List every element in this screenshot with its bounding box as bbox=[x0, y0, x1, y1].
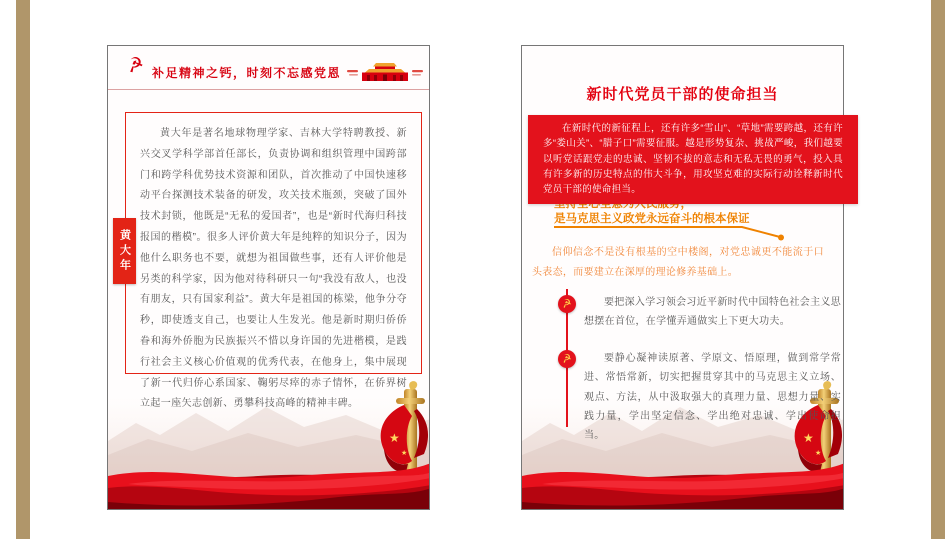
arrow-underline-icon bbox=[554, 225, 786, 241]
section-heading-line2: 是马克思主义政党永远奋斗的根本保证 bbox=[554, 212, 750, 225]
left-border-bar bbox=[16, 0, 30, 539]
right-page bbox=[521, 45, 844, 510]
party-badge-icon bbox=[558, 350, 576, 368]
tiananmen-icon bbox=[347, 61, 423, 85]
badge-emblem-glyph: ☭ bbox=[560, 351, 574, 366]
section-intro-text: 信仰信念不是没有根基的空中楼阁，对党忠诚更不能流于口头表态，而要建立在深厚的理论修养基础上。 bbox=[532, 247, 824, 278]
left-page bbox=[107, 45, 430, 510]
right-page-title: 新时代党员干部的使命担当 bbox=[586, 86, 779, 103]
party-badge-icon bbox=[558, 295, 576, 313]
header-divider bbox=[108, 89, 429, 90]
left-page-header-title: 补足精神之钙，时刻不忘感党恩 bbox=[152, 66, 342, 80]
mission-highlight-box bbox=[528, 115, 858, 204]
party-emblem-icon: ☭ bbox=[124, 52, 147, 79]
bullet-item-1: 要把深入学习领会习近平新时代中国特色社会主义思想摆在首位，在学懂弄通做实上下更大功夫。 bbox=[584, 297, 841, 328]
left-page-body-text: 黄大年是著名地球物理学家、吉林大学特聘教授、新兴交叉学科学部首任部长，负责协调和组织管理中国跨部门和跨学科优势技术资源和团队，首次推动了中国快速移动平台探测技术装备的研发，攻关技术瓶颈，突破了国外技术封锁，他既是“无私的爱国者”，也是“新时代海归科技报国的楷模”。很多人评价黄大年是纯粹的知识分子，因为他什么职务也不要，就想为祖国做些事，还有人评价他是另类的科学家，因为他对待科研只一句“我没有敌人，也没有朋友，只有国家利益”。黄大年是祖国的栋梁，他争分夺秒，即使透支自己，也要让人生发光。他是新时期归侨侨眷和海外侨胞为民族振兴不惜以身许国的先进楷模，是践行社会主义核心价值观的优秀代表，在他身上，集中展现了新一代归侨心系国家、鞠躬尽瘁的赤子情怀，在侨界树立起一座矢志创新、勇攀科技高峰的精神丰碑。 bbox=[140, 128, 407, 410]
name-tab-huang-danian: 黄大年 bbox=[113, 218, 136, 284]
body-text-box bbox=[125, 112, 422, 410]
right-border-bar bbox=[931, 0, 945, 539]
mission-highlight-text: 在新时代的新征程上，还有许多“雪山”、“草地”需要跨越，还有许多“娄山关”、“腊子口”需要征服。越是形势复杂、挑战严峻，我们越要以听党话跟党走的忠诚、坚韧不拔的意志和无私无畏的勇气，投入具有许多新的历史特点的伟大斗争，用攻坚克难的实际行动诠释新时代党员干部的使命担当。 bbox=[543, 123, 843, 196]
badge-emblem-glyph: ☭ bbox=[560, 296, 574, 311]
left-page-content bbox=[108, 46, 429, 509]
bullet-item-2: 要静心凝神读原著、学原文、悟原理，做到常学常进、常悟常新，切实把握贯穿其中的马克思主义立场、观点、方法，从中汲取强大的真理力量、思想力量、实践力量，学出坚定信念、学出绝对忠诚、学出使命担当。 bbox=[584, 353, 841, 442]
